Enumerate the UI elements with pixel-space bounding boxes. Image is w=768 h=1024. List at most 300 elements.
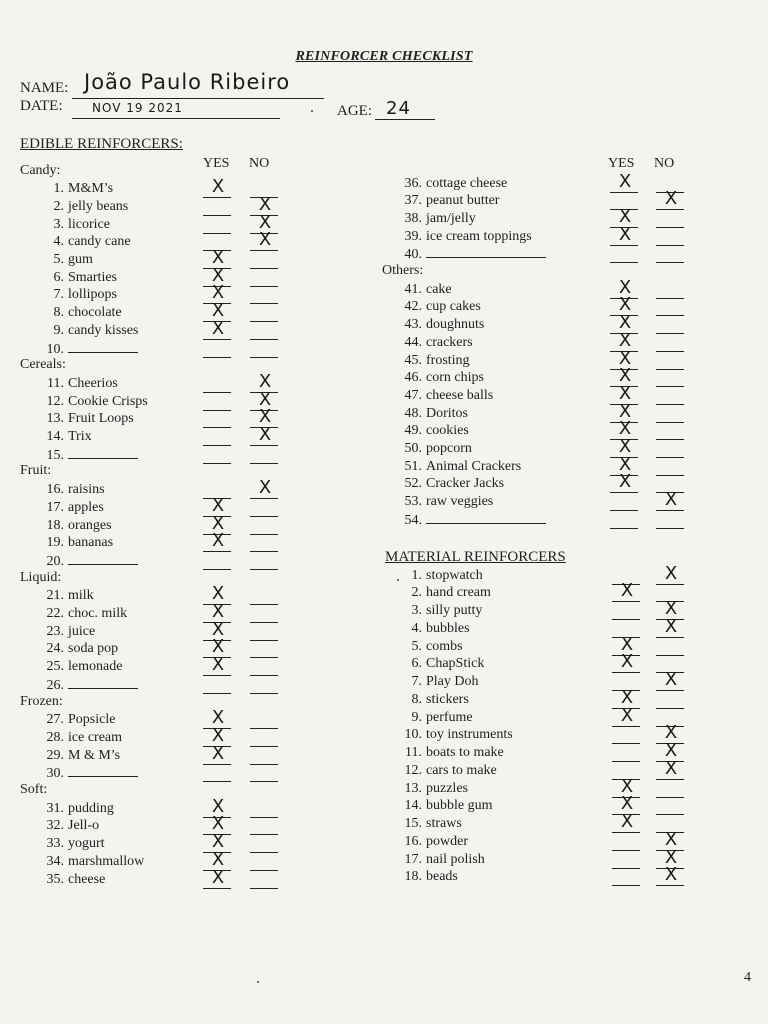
checklist-item-blank [42,677,138,694]
item-label: M&M’s [68,181,114,197]
no-checkbox-slot[interactable] [656,562,684,585]
item-number: 40. [404,247,422,263]
checklist-item-peanut-butter [400,193,499,209]
handwritten-x-mark: X [211,583,225,605]
handwritten-x-mark: X [211,494,225,516]
no-checkbox-slot[interactable] [656,459,684,476]
handwritten-x-mark: X [620,651,634,673]
handwritten-x-mark: X [664,562,678,584]
checklist-item-bananas [42,535,113,551]
handwritten-x-mark: X [620,704,634,726]
checklist-item-lollipops [42,287,117,303]
handwritten-x-mark: X [618,436,632,457]
handwritten-x-mark: X [620,811,634,832]
no-checkbox-slot[interactable] [656,798,684,815]
item-number: 3. [411,603,422,618]
checklist-item-m-m-s [42,181,113,197]
checklist-item-ice-cream-toppings [400,229,532,245]
item-label: apples [68,499,104,515]
item-label: boats to make [426,745,504,760]
checklist-item-doritos [400,406,468,422]
checklist-item-combs [400,639,463,655]
item-label: ice cream toppings [426,228,532,244]
no-checkbox-slot[interactable] [656,864,684,886]
item-label: jelly beans [68,198,129,214]
item-number: 15. [46,447,64,463]
no-checkbox-slot[interactable] [250,748,278,765]
item-label: nail polish [426,851,485,867]
item-number: 7. [411,674,422,689]
item-label: perfume [426,709,473,725]
checklist-item-marshmallow [42,854,144,870]
item-number: 19. [46,535,64,551]
checklist-item-cake [400,282,452,298]
yes-checkbox-slot[interactable] [203,677,231,694]
item-number: 27. [46,712,64,728]
item-number: 36. [404,175,422,191]
no-checkbox-slot[interactable] [656,669,684,691]
item-label: raw veggies [426,494,494,510]
checklist-item-cheerios [42,376,118,392]
handwritten-x-mark: X [211,795,225,817]
item-number: 29. [46,747,64,763]
yes-checkbox-slot[interactable] [203,199,231,216]
blank-write-in-line[interactable] [68,553,138,565]
item-label: Fruit Loops [68,411,134,427]
no-checkbox-slot[interactable] [656,188,684,210]
item-label: Cracker Jacks [426,476,505,492]
handwritten-x-mark: X [620,686,634,708]
item-label: bubbles [426,620,470,636]
checklist-item-powder [400,834,468,850]
blank-write-in-line[interactable] [426,246,546,258]
yes-checkbox-slot[interactable] [612,834,640,851]
checklist-item-jam-jelly [400,211,476,227]
yes-checkbox-slot[interactable] [203,376,231,393]
checklist-item-m-m-s [42,748,120,764]
item-label: bubble gum [426,798,493,814]
yes-checkbox-slot[interactable] [203,553,231,570]
checklist-item-stickers [400,692,469,708]
item-label: Jell-o [68,818,100,834]
page-number: 4 [744,970,751,985]
yes-checkbox-slot[interactable] [612,869,640,886]
name-label: NAME: [20,80,69,96]
handwritten-x-mark: X [618,347,632,369]
checklist-item-soda-pop [42,641,118,657]
yes-checkbox-slot[interactable] [610,246,638,263]
no-checkbox-slot[interactable] [250,818,278,835]
no-checkbox-slot[interactable] [250,730,278,747]
yes-checkbox-slot[interactable] [203,341,231,358]
stray-dot [257,981,259,983]
item-number: 31. [46,800,64,816]
no-checkbox-slot[interactable] [656,388,684,405]
handwritten-x-mark: X [664,828,678,850]
item-number: 33. [46,836,64,852]
item-number: 20. [46,553,64,569]
item-label: candy cane [68,234,131,250]
no-checkbox-slot[interactable] [250,712,278,729]
handwritten-x-mark: X [211,848,225,870]
no-checkbox-slot[interactable] [656,692,684,709]
handwritten-x-mark: X [211,707,225,729]
blank-write-in-line[interactable] [68,677,138,689]
no-checkbox-slot[interactable] [250,854,278,871]
item-label: M & M’s [68,747,121,763]
yes-checkbox-slot[interactable] [610,512,638,529]
no-checkbox-slot[interactable] [250,229,278,251]
checklist-item-apples [42,500,104,516]
item-number: 17. [404,851,422,867]
no-checkbox-slot[interactable] [656,489,684,511]
name-value[interactable]: João Paulo Ribeiro [84,70,291,94]
item-number: 1. [411,567,422,583]
item-label: Doritos [426,405,468,421]
item-number: 2. [411,585,422,601]
item-label: silly putty [426,603,483,618]
no-checkbox-slot[interactable] [250,323,278,340]
checklist-item-blank [400,246,546,263]
handwritten-x-mark: X [211,264,225,286]
yes-checkbox-slot[interactable] [203,866,231,889]
handwritten-x-mark: X [618,329,632,351]
no-checkbox-slot[interactable] [656,441,684,458]
item-label: crackers [426,334,473,350]
no-checkbox-slot[interactable] [250,424,278,446]
category-label: Fruit: [20,463,52,479]
no-checkbox-slot[interactable] [656,229,684,246]
item-number: 15. [404,816,422,831]
item-number: 43. [404,317,422,333]
checklist-item-bubbles [400,621,470,637]
no-checkbox-slot[interactable] [656,317,684,334]
handwritten-x-mark: X [211,530,225,552]
handwritten-x-mark: X [618,453,632,475]
item-number: 37. [404,193,422,209]
handwritten-x-mark: X [258,477,272,499]
item-label: cookies [426,423,469,439]
item-number: 30. [46,766,64,782]
item-label: Cookie Crisps [68,393,148,409]
no-checkbox-slot[interactable] [250,270,278,287]
no-checkbox-slot[interactable] [656,781,684,798]
yes-checkbox-slot[interactable] [610,471,638,493]
yes-checkbox-slot[interactable] [203,217,231,234]
category-label: Liquid: [20,569,62,585]
item-label: Trix [68,429,92,444]
item-number: 22. [46,606,64,621]
yes-checkbox-slot[interactable] [203,447,231,464]
no-checkbox-slot[interactable] [656,639,684,656]
item-number: 26. [46,677,64,693]
no-checkbox-slot[interactable] [656,246,684,263]
handwritten-x-mark: X [664,598,678,619]
handwritten-x-mark: X [211,601,225,622]
item-number: 13. [404,780,422,796]
item-label: chocolate [68,305,122,321]
handwritten-x-mark: X [664,489,678,511]
item-number: 13. [46,411,64,427]
item-label: milk [68,588,94,604]
handwritten-x-mark: X [258,370,272,392]
item-number: 9. [411,709,422,725]
checklist-item-nail-polish [400,852,485,868]
item-label: stickers [426,691,469,707]
no-checkbox-slot[interactable] [250,801,278,818]
blank-write-in-line[interactable] [68,341,138,353]
checklist-item-hand-cream [400,585,491,601]
yes-checkbox-slot[interactable] [203,429,231,446]
handwritten-x-mark: X [664,722,678,744]
checklist-item-beads [400,869,458,885]
name-line [72,98,324,99]
item-label: Cheerios [68,375,118,391]
item-label: gum [68,252,93,267]
item-number: 1. [53,181,64,197]
no-checkbox-slot[interactable] [656,423,684,440]
age-value[interactable]: 24 [386,98,411,119]
item-label: Play Doh [426,674,479,689]
handwritten-x-mark: X [211,866,225,888]
handwritten-x-mark: X [258,211,272,233]
item-label: candy kisses [68,322,139,338]
yes-checkbox-slot[interactable] [612,704,640,727]
checklist-item-stopwatch [400,568,483,584]
checklist-item-oranges [42,518,112,534]
checklist-item-pudding [42,801,114,817]
no-checkbox-slot[interactable] [656,512,684,529]
yes-checkbox-slot[interactable] [203,317,231,340]
blank-write-in-line[interactable] [68,447,138,459]
item-number: 5. [411,638,422,654]
item-label: juice [68,623,96,639]
handwritten-x-mark: X [211,636,225,658]
yes-checkbox-slot[interactable] [203,742,231,765]
item-number: 4. [53,234,64,250]
no-checkbox-slot[interactable] [250,659,278,676]
item-label: ChapStick [426,656,485,672]
category-label: Others: [382,263,424,278]
no-checkbox-slot[interactable] [250,305,278,322]
no-checkbox-slot[interactable] [250,341,278,358]
checklist-item-cars-to-make [400,763,497,779]
no-checkbox-slot[interactable] [250,252,278,269]
checklist-item-straws [400,816,462,832]
no-checkbox-slot[interactable] [250,477,278,499]
item-number: 14. [404,798,422,814]
no-checkbox-slot[interactable] [250,836,278,853]
handwritten-x-mark: X [618,205,632,227]
no-checkbox-slot[interactable] [250,641,278,658]
no-checkbox-slot[interactable] [250,447,278,464]
checklist-item-blank [400,512,546,529]
checklist-item-chapstick [400,656,484,672]
yes-checkbox-slot[interactable] [612,852,640,869]
no-checkbox-slot[interactable] [250,872,278,889]
yes-checkbox-slot[interactable] [610,494,638,511]
age-label: AGE: [337,103,372,119]
yes-checkbox-slot[interactable] [612,580,640,602]
item-number: 47. [404,387,422,403]
item-label: cup cakes [426,299,481,315]
item-label: straws [426,816,462,831]
item-number: 4. [411,620,422,636]
yes-checkbox-slot[interactable] [610,223,638,246]
item-number: 12. [46,393,64,409]
category-label: Soft: [20,782,48,797]
blank-write-in-line[interactable] [426,512,546,524]
yes-checkbox-slot[interactable] [203,654,231,676]
handwritten-x-mark: X [618,294,632,316]
item-label: hand cream [426,585,491,601]
item-label: frosting [426,352,470,368]
item-number: 23. [46,623,64,639]
yes-checkbox-slot[interactable] [203,530,231,552]
item-number: 10. [404,727,422,743]
no-checkbox-slot[interactable] [250,500,278,517]
no-checkbox-slot[interactable] [656,211,684,228]
checklist-item-boats-to-make [400,745,504,761]
yes-checkbox-slot[interactable] [203,176,231,198]
no-checkbox-slot[interactable] [250,287,278,304]
no-checkbox-slot[interactable] [250,588,278,605]
handwritten-x-mark: X [618,400,632,422]
category-label: Cereals: [20,357,66,373]
handwritten-x-mark: X [618,312,632,334]
date-line [72,118,280,119]
checklist-item-jell-o [42,818,99,834]
yes-checkbox-slot[interactable] [610,170,638,193]
stray-dot [311,110,313,112]
no-checkbox-slot[interactable] [656,757,684,780]
date-label: DATE: [20,98,63,114]
material-reinforcers-heading: MATERIAL REINFORCERS [385,549,566,565]
checklist-item-cheese [42,872,105,888]
checklist-item-smarties [42,270,117,286]
handwritten-x-mark: X [618,382,632,404]
item-number: 35. [46,871,64,887]
handwritten-x-mark: X [258,193,272,215]
item-number: 49. [404,423,422,439]
handwritten-x-mark: X [620,775,634,797]
item-label: combs [426,638,463,654]
handwritten-x-mark: X [211,742,225,764]
item-label: powder [426,833,468,849]
yes-checkbox-slot[interactable] [203,394,231,411]
checklist-item-lemonade [42,659,122,675]
item-number: 17. [46,499,64,515]
item-label: jam/jelly [426,210,476,226]
checklist-item-raisins [42,482,105,498]
item-label: cheese balls [426,387,494,403]
no-checkbox-slot[interactable] [250,624,278,641]
item-number: 3. [53,216,64,232]
checklist-item-popsicle [42,712,115,728]
no-checkbox-slot[interactable] [250,535,278,552]
item-label: soda pop [68,641,119,657]
item-number: 18. [46,517,64,533]
item-number: 9. [53,322,64,338]
blank-write-in-line[interactable] [68,765,138,777]
no-checkbox-slot[interactable] [250,553,278,570]
checklist-item-jelly-beans [42,199,128,215]
handwritten-x-mark: X [211,813,225,835]
category-label: Candy: [20,162,61,178]
item-number: 45. [404,352,422,368]
date-value[interactable]: NOV 19 2021 [92,101,183,115]
item-number: 8. [53,305,64,321]
checklist-item-milk [42,588,94,604]
item-label: raisins [68,482,105,498]
no-column-header-right: NO [654,156,675,171]
item-label: lemonade [68,659,123,675]
item-number: 54. [404,512,422,528]
yes-checkbox-slot[interactable] [612,727,640,744]
no-checkbox-slot[interactable] [250,677,278,694]
no-checkbox-slot[interactable] [656,615,684,638]
item-number: 41. [404,281,422,297]
item-number: 44. [404,334,422,350]
handwritten-x-mark: X [618,276,632,298]
handwritten-x-mark: X [211,317,225,339]
page-title: REINFORCER CHECKLIST [295,49,473,64]
yes-checkbox-slot[interactable] [203,411,231,428]
checklist-item-cookies [400,423,469,439]
yes-checkbox-slot[interactable] [612,811,640,833]
item-number: 12. [404,762,422,778]
item-number: 42. [404,299,422,315]
checklist-item-puzzles [400,781,468,797]
yes-checkbox-slot[interactable] [612,651,640,673]
item-number: 25. [46,659,64,675]
no-checkbox-slot[interactable] [250,518,278,535]
handwritten-x-mark: X [620,633,634,655]
checklist-item-cheese-balls [400,388,493,404]
no-checkbox-slot[interactable] [656,299,684,316]
item-label: puzzles [426,780,468,796]
item-label: cake [426,281,452,297]
handwritten-x-mark: X [211,512,225,534]
yes-checkbox-slot[interactable] [612,603,640,620]
checklist-item-chocolate [42,305,122,321]
handwritten-x-mark: X [664,846,678,868]
item-number: 5. [53,252,64,267]
no-checkbox-slot[interactable] [656,406,684,423]
no-checkbox-slot[interactable] [250,765,278,782]
no-checkbox-slot[interactable] [656,335,684,352]
age-line [375,119,435,120]
checklist-item-blank [42,765,138,782]
no-checkbox-slot[interactable] [250,606,278,623]
handwritten-x-mark: X [618,223,632,245]
checklist-item-doughnuts [400,317,484,333]
checklist-item-cracker-jacks [400,476,504,492]
item-label: pudding [68,800,114,816]
handwritten-x-mark: X [211,654,225,676]
no-checkbox-slot[interactable] [656,282,684,299]
checklist-item-candy-kisses [42,323,138,339]
item-number: 52. [404,476,422,492]
yes-checkbox-slot[interactable] [203,765,231,782]
no-checkbox-slot[interactable] [656,353,684,370]
checklist-item-cottage-cheese [400,176,507,192]
checklist-item-yogurt [42,836,105,852]
yes-checkbox-slot[interactable] [612,745,640,762]
item-number: 48. [404,405,422,421]
item-number: 21. [46,588,64,604]
no-checkbox-slot[interactable] [656,370,684,387]
